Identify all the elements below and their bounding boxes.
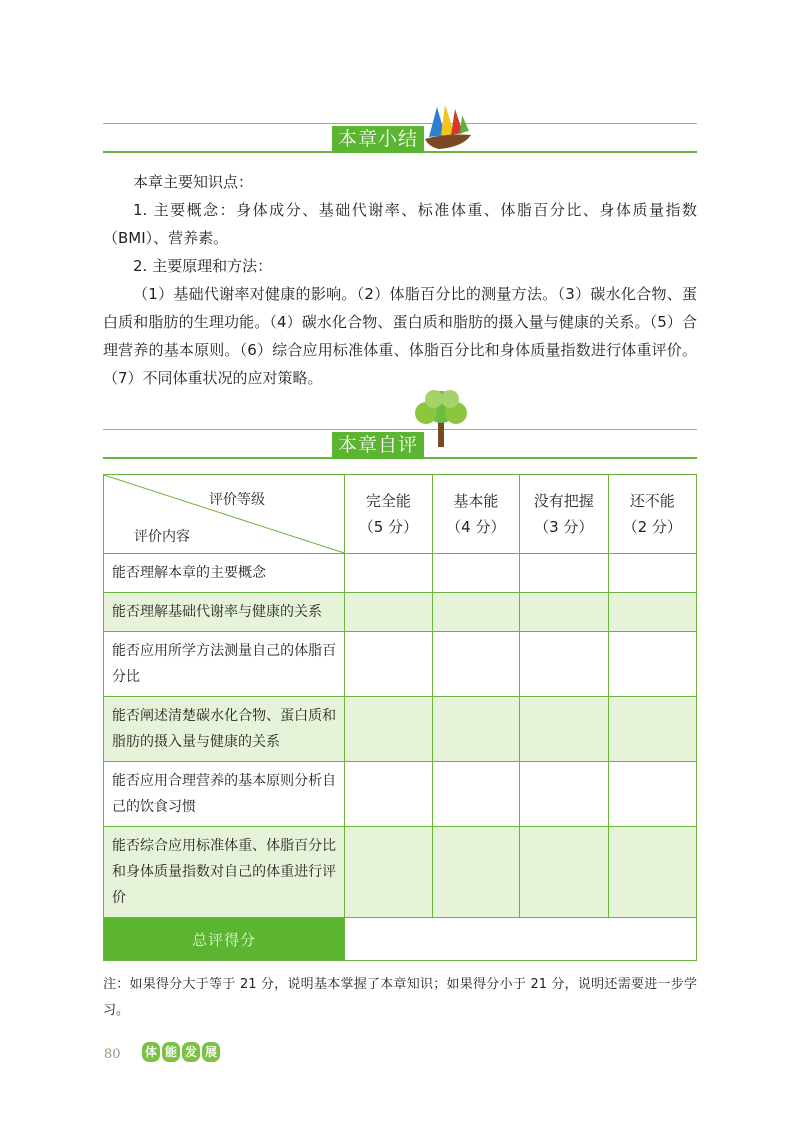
level-header	[520, 475, 608, 554]
table-row	[104, 593, 697, 632]
rating-cell[interactable]	[345, 554, 432, 593]
rating-cell[interactable]	[520, 593, 608, 632]
table-header-row	[104, 475, 697, 554]
book-title-char: 能	[162, 1042, 180, 1062]
book-title-char: 发	[182, 1042, 200, 1062]
total-row	[104, 918, 697, 961]
level-name: 还不能	[629, 492, 675, 510]
summary-item-2: 2. 主要原理和方法：	[133, 257, 273, 275]
level-score: （3 分）	[534, 518, 594, 536]
level-score: （5 分）	[358, 518, 419, 536]
rating-cell[interactable]	[432, 632, 519, 697]
rating-cell[interactable]	[345, 593, 432, 632]
rating-cell[interactable]	[432, 762, 519, 827]
self-eval-section-header	[103, 421, 697, 461]
table-row	[104, 762, 697, 827]
header-level-label: 评价等级	[209, 492, 265, 508]
rating-cell[interactable]	[432, 827, 519, 918]
rating-cell[interactable]	[608, 697, 697, 762]
table-row	[104, 827, 697, 918]
level-header	[432, 475, 519, 554]
total-score-cell[interactable]	[345, 918, 697, 961]
level-name: 完全能	[365, 492, 411, 510]
level-header	[345, 475, 432, 554]
row-label: 能否应用所学方法测量自己的体脂百分比	[104, 632, 345, 697]
rating-cell[interactable]	[345, 632, 432, 697]
table-row	[104, 697, 697, 762]
row-label: 能否阐述清楚碳水化合物、蛋白质和脂肪的摄入量与健康的关系	[104, 697, 345, 762]
rating-cell[interactable]	[520, 632, 608, 697]
level-name: 基本能	[453, 492, 499, 510]
summary-text	[103, 168, 697, 392]
book-title-char: 体	[142, 1042, 160, 1062]
sail-hand-logo-icon	[415, 101, 477, 153]
rating-cell[interactable]	[345, 697, 432, 762]
rating-cell[interactable]	[432, 554, 519, 593]
level-name: 没有把握	[533, 492, 594, 510]
rating-cell[interactable]	[608, 593, 697, 632]
rating-cell[interactable]	[432, 697, 519, 762]
row-label: 能否理解基础代谢率与健康的关系	[104, 593, 345, 632]
table-row	[104, 632, 697, 697]
row-label: 能否理解本章的主要概念	[104, 554, 345, 593]
rating-cell[interactable]	[432, 593, 519, 632]
divider	[103, 123, 697, 124]
level-score: （2 分）	[622, 518, 682, 536]
rating-cell[interactable]	[608, 554, 697, 593]
rating-cell[interactable]	[345, 827, 432, 918]
row-label: 能否应用合理营养的基本原则分析自己的饮食习惯	[104, 762, 345, 827]
tree-icon	[406, 387, 476, 449]
section-title-summary: 本章小结	[332, 126, 424, 153]
summary-item-1: 1. 主要概念：身体成分、基础代谢率、标准体重、体脂百分比、身体质量指数（BMI）、营养素。	[103, 201, 697, 247]
rating-cell[interactable]	[608, 827, 697, 918]
note-text: 注：如果得分大于等于 21 分，说明基本掌握了本章知识；如果得分小于 21 分，说明还需要进一步学习。	[103, 977, 697, 1018]
section-title-self-eval: 本章自评	[332, 432, 424, 459]
level-score: （4 分）	[446, 518, 506, 536]
book-title-char: 展	[202, 1042, 220, 1062]
rating-cell[interactable]	[520, 554, 608, 593]
rating-cell[interactable]	[520, 827, 608, 918]
rating-cell[interactable]	[345, 762, 432, 827]
header-content-label: 评价内容	[134, 529, 190, 545]
book-title-logo	[142, 1042, 220, 1064]
rating-cell[interactable]	[520, 762, 608, 827]
self-eval-table	[103, 474, 697, 961]
summary-section-header	[103, 115, 697, 155]
rating-cell[interactable]	[608, 632, 697, 697]
summary-intro: 本章主要知识点：	[133, 173, 254, 191]
table-row	[104, 554, 697, 593]
diagonal-header-cell	[104, 475, 345, 554]
level-header	[608, 475, 697, 554]
rating-cell[interactable]	[520, 697, 608, 762]
rating-cell[interactable]	[608, 762, 697, 827]
row-label: 能否综合应用标准体重、体脂百分比和身体质量指数对自己的体重进行评价	[104, 827, 345, 918]
divider	[103, 429, 697, 430]
total-score-label: 总评得分	[104, 918, 345, 961]
page-number: 80	[104, 1047, 121, 1062]
summary-item-2-detail: （1）基础代谢率对健康的影响。（2）体脂百分比的测量方法。（3）碳水化合物、蛋白质和脂肪的生理功能。（4）碳水化合物、蛋白质和脂肪的摄入量与健康的关系。（5）合理营养的基本原则。（6）综合应用标准体重、体脂百分比和身体质量指数进行体重评价。（7）不同体重状况的应对策略。	[103, 285, 697, 387]
